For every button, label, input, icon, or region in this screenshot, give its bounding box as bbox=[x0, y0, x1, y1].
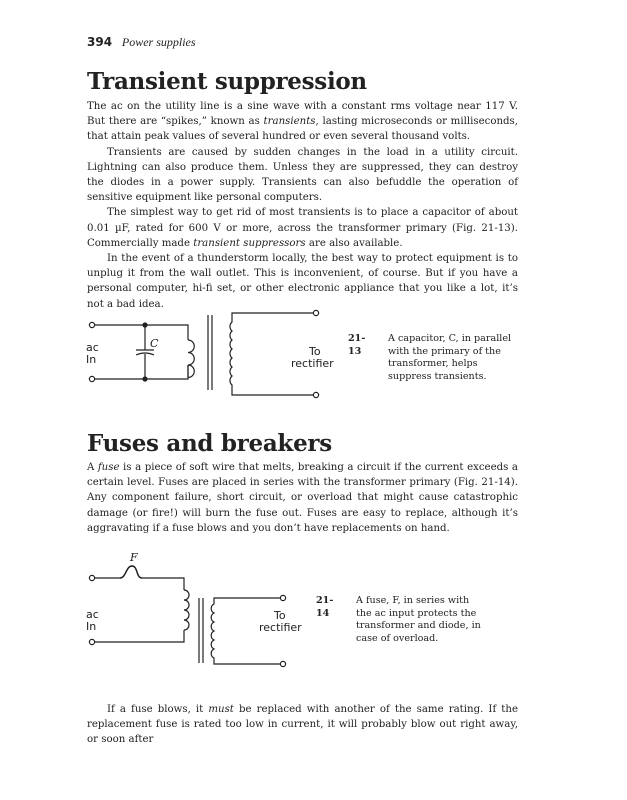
figure-number: 21-14 bbox=[316, 595, 334, 619]
figure-21-14-schematic bbox=[84, 548, 314, 668]
section-title-transient-suppression: Transient suppression bbox=[87, 68, 367, 95]
fuse-symbol bbox=[120, 566, 142, 578]
paragraph: The ac on the utility line is a sine wave with a constant rms voltage near 117 V. But there are “spikes,” known as transients, lasting microseconds or milliseconds, that attain peak values of several hundred or even several thousand volts. bbox=[87, 101, 518, 143]
capacitor-label: C bbox=[150, 337, 159, 350]
fuse-label: F bbox=[130, 551, 138, 564]
section-body-transient bbox=[87, 99, 518, 312]
in-label: In bbox=[86, 353, 97, 366]
paragraph: The simplest way to get rid of most transients is to place a capacitor of about 0.01 µF, rated for 600 V or more, across the transformer primary (Fig. 21-13). Commercially made transient suppressors are also available. bbox=[87, 207, 518, 249]
to-label: To bbox=[274, 609, 286, 622]
paragraph: In the event of a thunderstorm locally, the best way to protect equipment is to unplug it from the wall outlet. This is inconvenient, of course. But if you have a personal computer, hi-fi set, or other electronic appliance that you like a lot, it’s not a bad idea. bbox=[87, 253, 518, 310]
section-body-fuse-replacement bbox=[87, 702, 518, 748]
in-label: In bbox=[86, 620, 97, 633]
terminal bbox=[89, 639, 94, 644]
terminal bbox=[313, 310, 318, 315]
primary-coil bbox=[188, 340, 194, 378]
paragraph: Transients are caused by sudden changes in the load in a utility circuit. Lightning can also produce them. Unless they are suppressed, they can destroy the diodes in a power supply. Transients can also befuddle the operation of sensitive equipment like personal computers. bbox=[87, 146, 518, 204]
paragraph: If a fuse blows, it must be replaced with another of the same rating. If the replacement fuse is rated too low in current, it will probably blow out right away, or soon after bbox=[87, 704, 518, 746]
section-body-fuses bbox=[87, 460, 518, 536]
terminal bbox=[89, 575, 94, 580]
terminal bbox=[89, 376, 94, 381]
page-number: 394 bbox=[87, 35, 113, 49]
capacitor-symbol bbox=[136, 325, 154, 379]
terminal bbox=[89, 322, 94, 327]
caption-text: A capacitor, C, in parallel with the primary of the transformer, helps suppress transients. bbox=[388, 333, 512, 382]
running-header bbox=[87, 35, 196, 50]
figure-number: 21-13 bbox=[348, 333, 366, 357]
caption-text: A fuse, F, in series with the ac input protects the transformer and diode, in case of overload. bbox=[356, 595, 481, 644]
ac-label: ac bbox=[86, 608, 99, 621]
terminal bbox=[280, 661, 285, 666]
terminal bbox=[313, 392, 318, 397]
to-label: To bbox=[309, 345, 321, 358]
rectifier-label: rectifier bbox=[259, 621, 302, 634]
section-title-fuses: Fuses and breakers bbox=[87, 430, 332, 457]
rectifier-label: rectifier bbox=[291, 357, 334, 370]
paragraph: A fuse is a piece of soft wire that melts, breaking a circuit if the current exceeds a certain level. Fuses are placed in series with the transformer primary (Fig. 21-14). Any component failure, short circuit, or overload that might cause catastrophic damage (or fire!) will burn the fuse out. Fuses are easy to replace, although it’s aggravating if a fuse blows and you don’t have replacements on hand. bbox=[87, 462, 518, 534]
secondary-coil bbox=[230, 313, 314, 395]
primary-coil bbox=[184, 590, 189, 630]
terminal bbox=[280, 595, 285, 600]
ac-label: ac bbox=[86, 341, 99, 354]
running-title: Power supplies bbox=[121, 35, 196, 49]
figure-21-13-schematic bbox=[80, 305, 340, 405]
